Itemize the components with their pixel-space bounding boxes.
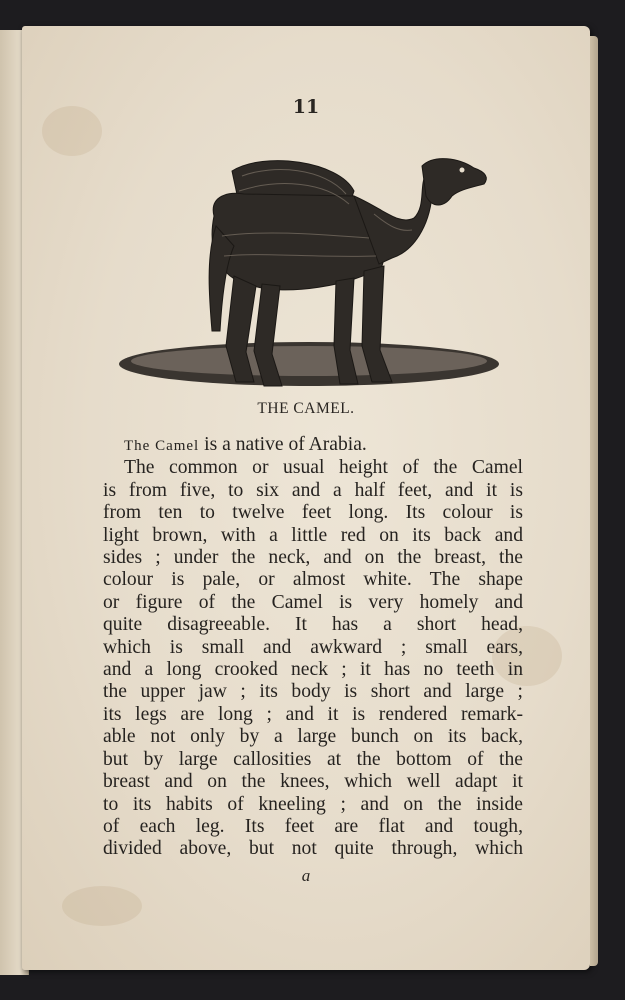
text-line: to its habits of kneeling ; and on the inside bbox=[103, 793, 523, 815]
text-line: sides ; under the neck, and on the breast, the bbox=[103, 547, 523, 569]
text-line: of each leg. Its feet are flat and tough, bbox=[103, 815, 523, 837]
text-line: its legs are long ; and it is rendered remark- bbox=[103, 703, 523, 725]
paper-stain bbox=[62, 886, 142, 926]
text-line: from ten to twelve feet long. Its colour is bbox=[103, 502, 523, 524]
text-line: able not only by a large bunch on its back, bbox=[103, 726, 523, 748]
paragraph-1 bbox=[103, 434, 523, 457]
signature-mark: a bbox=[301, 866, 311, 885]
book-page bbox=[22, 26, 590, 970]
text-line: divided above, but not quite through, which bbox=[103, 838, 523, 860]
page-number: 11 bbox=[292, 96, 320, 118]
text-line: or figure of the Camel is very homely and bbox=[103, 591, 523, 613]
page-stack-edge bbox=[590, 36, 598, 966]
camel-eye bbox=[460, 168, 465, 173]
text-line: is from five, to six and a half feet, and it is bbox=[103, 479, 523, 501]
text-line: The common or usual height of the Camel bbox=[124, 457, 523, 479]
ground-highlight bbox=[131, 346, 487, 376]
body-text bbox=[103, 434, 523, 861]
small-caps-lead: The Camel bbox=[124, 438, 200, 454]
illustration-caption: THE CAMEL. bbox=[257, 400, 355, 417]
text-line: breast and on the knees, which well adapt it bbox=[103, 771, 523, 793]
text-line: colour is pale, or almost white. The shape bbox=[103, 569, 523, 591]
text-line: and a long crooked neck ; it has no teeth in bbox=[103, 659, 523, 681]
text-line: quite disagreeable. It has a short head, bbox=[103, 614, 523, 636]
camel-head bbox=[422, 159, 486, 205]
text-line: the upper jaw ; its body is short and large ; bbox=[103, 681, 523, 703]
camel-front-leg-back bbox=[334, 278, 358, 384]
text-line: light brown, with a little red on its back and bbox=[103, 524, 523, 546]
text-line: which is small and awkward ; small ears, bbox=[103, 636, 523, 658]
paragraph-1-rest: is a native of Arabia. bbox=[199, 434, 367, 455]
camel-woodcut-illustration bbox=[114, 146, 514, 408]
text-line: but by large callosities at the bottom of the bbox=[103, 748, 523, 770]
